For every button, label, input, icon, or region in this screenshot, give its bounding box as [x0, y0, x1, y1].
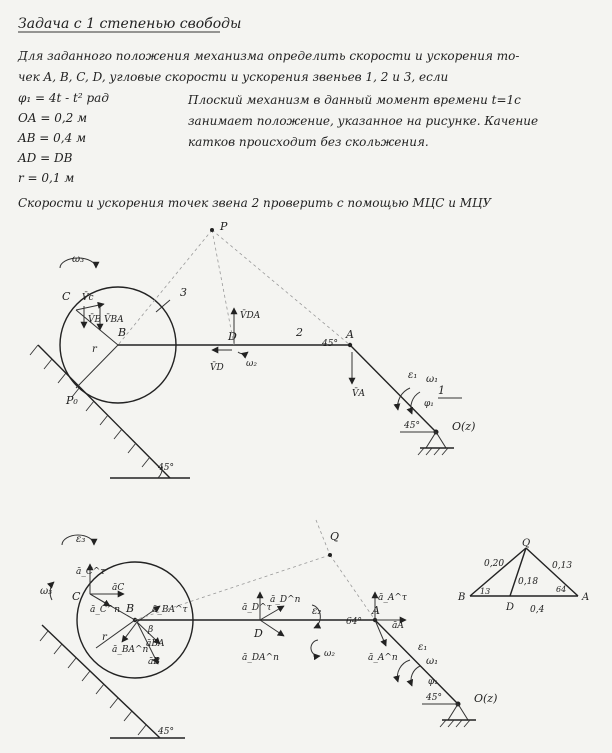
bottom-diagram	[40, 520, 497, 738]
angle-45-incline-bottom: 45°	[158, 727, 174, 737]
angle-45-incline: 45°	[158, 463, 174, 473]
label-r-top: r	[92, 344, 97, 355]
problem-line-2: чек A, B, C, D, угловые скорости и ускорения звеньев 1, 2 и 3, если	[18, 70, 449, 84]
link-3-leader	[156, 300, 170, 312]
label-acn: ā_C^n	[90, 605, 121, 615]
eps1-arc-bottom	[397, 660, 410, 682]
label-omega2-top: ω₂	[246, 359, 257, 369]
label-phi1-bottom: φ₁	[428, 677, 438, 687]
note-line-2: занимает положение, указанное на рисунке. Качение	[188, 114, 539, 128]
label-omega2-bottom: ω₂	[324, 649, 335, 659]
note-line-3: катков происходит без скольжения.	[188, 135, 429, 149]
tri-bd-length: 13	[480, 587, 491, 596]
label-b-top: B	[118, 326, 127, 339]
label-vb: V̄B	[88, 315, 102, 325]
top-diagram	[30, 220, 475, 478]
given-oa: OA = 0,2 м	[18, 111, 88, 125]
label-abat: ā_BA^τ	[152, 605, 188, 615]
label-p: P	[220, 220, 228, 233]
tri-angle-a: 64	[556, 585, 567, 594]
tri-label-a: A	[582, 592, 590, 603]
label-omega3-bottom: ω₃	[40, 586, 53, 597]
label-vba: V̄BA	[104, 315, 124, 325]
line-q-top	[316, 520, 330, 555]
label-ab: āB	[148, 657, 160, 667]
radius-to-p0	[76, 345, 118, 388]
line-q-b	[135, 555, 330, 620]
point-p	[210, 228, 214, 232]
tri-qb-length: 0,20	[484, 559, 505, 569]
line-p-d	[212, 230, 234, 345]
given-r: r = 0,1 м	[18, 171, 75, 185]
label-link-1: 1	[438, 384, 445, 397]
omega2-arc-top	[238, 352, 248, 354]
label-link-2: 2	[296, 326, 303, 339]
tri-da-length: 0,4	[530, 605, 545, 615]
label-o-top: O(z)	[452, 420, 476, 433]
incline-surface	[38, 345, 170, 478]
label-a-bottom: A	[372, 604, 380, 617]
label-omega1-top: ω₁	[426, 374, 439, 385]
label-r-bottom: r	[102, 632, 107, 643]
line-q-a	[330, 555, 375, 620]
label-aban: ā_BA^n	[112, 645, 149, 655]
label-aa: āA	[392, 621, 404, 631]
given-phi: φ₁ = 4t - t² рад	[18, 91, 109, 105]
line-p-b	[118, 230, 212, 345]
given-ab: AB = 0,4 м	[18, 131, 87, 145]
note-line-1: Плоский механизм в данный момент времени t=1с	[188, 93, 521, 107]
label-aba: āBA	[146, 639, 165, 649]
mic-triangle	[457, 538, 589, 615]
label-link-3: 3	[180, 286, 187, 299]
tri-qd-length: 0,18	[518, 577, 539, 587]
label-q: Q	[330, 530, 340, 543]
triangle-side-aq	[526, 548, 578, 596]
omega1-arc-bottom	[411, 666, 420, 686]
label-eps1-top: ε₁	[408, 370, 418, 381]
label-angle45-a: 45°	[322, 339, 338, 349]
label-o-bottom: O(z)	[474, 692, 498, 705]
problem-line-1: Для заданного положения механизма определить скорости и ускорения то-	[18, 49, 520, 63]
tri-qa-length: 0,13	[552, 561, 573, 571]
label-angle45-o-bottom: 45°	[426, 693, 442, 703]
label-b-bottom: B	[126, 602, 135, 615]
label-vda: V̄DA	[240, 311, 261, 321]
given-ad: AD = DB	[18, 151, 73, 165]
label-beta-b: β	[148, 625, 154, 635]
label-angle64: 64°	[346, 617, 362, 627]
label-d-top: D	[228, 330, 237, 343]
label-omega3-top: ω₃	[72, 254, 85, 265]
line-p-a	[212, 230, 350, 345]
support-hatch-top	[418, 448, 448, 455]
omega2-arc-bottom	[311, 640, 320, 656]
task-line: Скорости и ускорения точек звена 2 проверить с помощью МЦС и МЦУ	[18, 196, 492, 210]
label-vd: V̄D	[210, 363, 224, 373]
label-phi1-top: φ₁	[424, 399, 434, 409]
tri-label-b: B	[458, 592, 466, 603]
label-c-top: C	[62, 290, 71, 303]
vector-ada	[260, 620, 284, 636]
label-angle45-o: 45°	[404, 421, 420, 431]
support-left-bottom	[448, 704, 458, 720]
label-omega1-bottom: ω₁	[426, 656, 439, 667]
vector-aban	[122, 622, 137, 642]
label-aat: ā_A^τ	[378, 593, 407, 603]
label-va: V̄A	[352, 389, 365, 399]
label-ac: āC	[112, 583, 125, 593]
label-adt: ā_D^τ	[242, 603, 272, 613]
label-aan: ā_A^n	[368, 653, 398, 663]
support-hatch-bottom	[440, 720, 470, 727]
support-right-bottom	[458, 704, 468, 720]
label-c-bottom: C	[72, 590, 81, 603]
label-a-top: A	[346, 328, 354, 341]
label-eps2: ε₂	[312, 606, 322, 617]
vector-aan	[375, 620, 386, 646]
label-eps3: ε₃	[76, 534, 86, 545]
label-act: ā_C^τ	[76, 567, 106, 577]
incline-hatching	[30, 345, 150, 467]
label-p0: P₀	[66, 394, 78, 407]
page-title: Задача с 1 степенью свободы	[18, 16, 242, 32]
label-d-bottom: D	[254, 627, 263, 640]
label-eps1-bottom: ε₁	[418, 642, 428, 653]
support-left-top	[426, 432, 436, 448]
support-right-top	[436, 432, 446, 448]
label-vc: V̄c	[82, 293, 94, 303]
tri-label-d: D	[506, 602, 515, 613]
label-ada: ā_DA^n	[242, 653, 279, 663]
label-adn: ā_D^n	[270, 595, 301, 605]
tri-label-q: Q	[522, 538, 531, 549]
point-q	[328, 553, 332, 557]
incline-surface-bottom	[42, 625, 160, 738]
